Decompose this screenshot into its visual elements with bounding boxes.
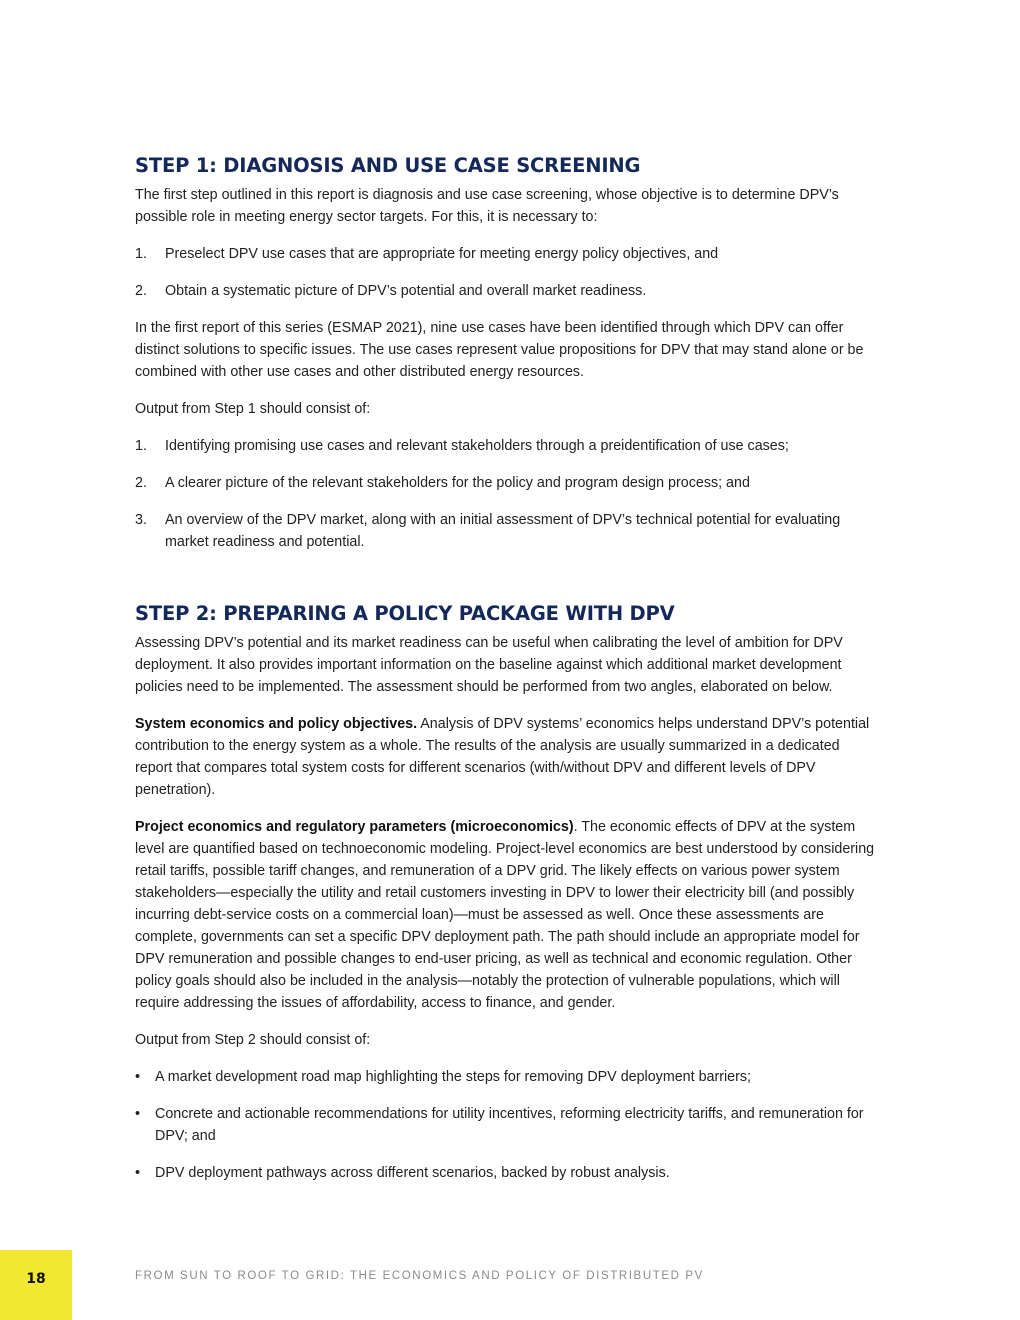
list-item	[135, 472, 880, 494]
bullet-marker: •	[135, 1165, 141, 1181]
page-content	[135, 152, 880, 1199]
list-item-text: An overview of the DPV market, along with an initial assessment of DPV’s technical potential for evaluating market readiness and potential.	[165, 512, 841, 550]
list-marker: 1.	[135, 246, 147, 262]
project-economics-lead: Project economics and regulatory parameters (microeconomics)	[135, 819, 574, 835]
project-economics-text: . The economic effects of DPV at the system level are quantified based on technoeconomic modeling. Project-level economics are best understood by considering retail tariffs, possible tariff changes, and remuneration of a DPV grid. The likely effects on various power system stakeholders—especially the utility and retail customers investing in DPV to lower their electricity bill (and possibly incurring debt-service costs on a commercial loan)—must be assessed as well. Once these assessments are complete, governments can set a specific DPV deployment path. The path should include an appropriate model for DPV remuneration and possible changes to end-user pricing, as well as technical and economic regulation. Other policy goals should also be included in the analysis—notably the protection of vulnerable populations, which will require addressing the issues of affordability, access to finance, and gender.	[135, 819, 875, 1011]
list-item	[135, 435, 880, 457]
list-item-text: Preselect DPV use cases that are appropriate for meeting energy policy objectives, and	[165, 246, 719, 262]
list-marker: 2.	[135, 475, 147, 491]
step1-paragraph: In the first report of this series (ESMAP 2021), nine use cases have been identified through which DPV can offer distinct solutions to specific issues. The use cases represent value propositions for DPV that may stand alone or be combined with other use cases and other distributed energy resources.	[135, 320, 864, 380]
system-economics-paragraph	[135, 713, 880, 801]
project-economics-paragraph	[135, 816, 880, 1014]
list-item-text: Concrete and actionable recommendations for utility incentives, reforming electricity tariffs, and remuneration for DPV; and	[155, 1106, 864, 1144]
list-item-text: A market development road map highlighting the steps for removing DPV deployment barriers;	[155, 1069, 752, 1085]
list-marker: 1.	[135, 438, 147, 454]
step2-heading: STEP 2: PREPARING A POLICY PACKAGE WITH DPV	[135, 602, 675, 625]
bullet-marker: •	[135, 1069, 141, 1085]
list-marker: 2.	[135, 283, 147, 299]
list-item	[135, 280, 880, 302]
list-item	[135, 1066, 880, 1088]
page-number-tab	[0, 1250, 72, 1320]
list-item	[135, 509, 880, 553]
list-item	[135, 243, 880, 265]
bullet-marker: •	[135, 1106, 141, 1122]
step1-output-intro: Output from Step 1 should consist of:	[135, 401, 371, 417]
step1-objectives-list	[135, 243, 880, 302]
list-item	[135, 1103, 880, 1147]
running-footer-title: FROM SUN TO ROOF TO GRID: THE ECONOMICS AND POLICY OF DISTRIBUTED PV	[135, 1270, 704, 1282]
system-economics-lead: System economics and policy objectives.	[135, 716, 418, 732]
page-number: 18	[26, 1271, 46, 1287]
system-economics-text: Analysis of DPV systems’ economics helps understand DPV’s potential contribution to the energy system as a whole. The results of the analysis are usually summarized in a dedicated report that compares total system costs for different scenarios (with/without DPV and different levels of DPV penetration).	[135, 716, 870, 798]
step1-output-list	[135, 435, 880, 553]
list-item-text: A clearer picture of the relevant stakeholders for the policy and program design process; and	[165, 475, 750, 491]
step2-section	[135, 600, 880, 1184]
list-marker: 3.	[135, 512, 147, 528]
list-item-text: DPV deployment pathways across different scenarios, backed by robust analysis.	[155, 1165, 670, 1181]
list-item-text: Identifying promising use cases and relevant stakeholders through a preidentification of use cases;	[165, 438, 789, 454]
list-item-text: Obtain a systematic picture of DPV’s potential and overall market readiness.	[165, 283, 647, 299]
step2-output-list	[135, 1066, 880, 1184]
step1-intro: The first step outlined in this report is diagnosis and use case screening, whose objective is to determine DPV’s possible role in meeting energy sector targets. For this, it is necessary to:	[135, 187, 839, 225]
list-item	[135, 1162, 880, 1184]
step1-section	[135, 152, 880, 553]
step1-heading: STEP 1: DIAGNOSIS AND USE CASE SCREENING	[135, 154, 641, 177]
step2-output-intro: Output from Step 2 should consist of:	[135, 1032, 371, 1048]
step2-intro: Assessing DPV’s potential and its market readiness can be useful when calibrating the level of ambition for DPV deployment. It also provides important information on the baseline against which additional market development policies need to be implemented. The assessment should be performed from two angles, elaborated on below.	[135, 635, 843, 695]
